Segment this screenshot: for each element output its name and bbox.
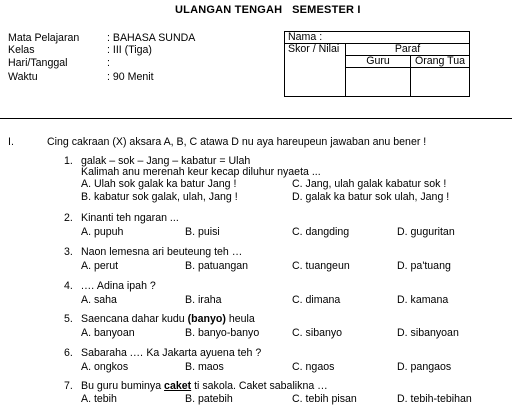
option-d[interactable]: D. galak ka batur sok ulah, Jang !	[292, 191, 450, 203]
info-label-subject: Mata Pelajaran	[8, 32, 80, 44]
option-c[interactable]: C. tuangeun	[292, 260, 350, 272]
option-c[interactable]: C. Jang, ulah galak kabatur sok !	[292, 178, 447, 190]
option-a[interactable]: A. perut	[81, 260, 119, 272]
question-number: 6.	[64, 347, 73, 359]
question-text: Naon lemesna ari beuteung teh …	[81, 246, 243, 258]
option-b[interactable]: B. banyo-banyo	[185, 327, 260, 339]
score-box	[284, 31, 470, 97]
question-number: 7.	[64, 380, 73, 392]
teacher-header: Guru	[346, 56, 411, 68]
option-c[interactable]: C. dangding	[292, 226, 350, 238]
question-text-part: Saencana dahar kudu	[81, 313, 188, 325]
option-a[interactable]: A. tebih	[81, 393, 117, 405]
section-instruction: Cing cakraan (X) aksara A, B, C atawa D nu aya hareupeun jawaban anu bener !	[47, 136, 427, 148]
question-text-part: heula	[225, 313, 255, 325]
divider	[0, 118, 512, 119]
option-b[interactable]: B. patuangan	[185, 260, 249, 272]
score-field[interactable]	[285, 44, 346, 97]
option-d[interactable]: D. kamana	[397, 294, 449, 306]
option-a[interactable]: A. banyoan	[81, 327, 135, 339]
option-d[interactable]: D. tebih-tebihan	[397, 393, 472, 405]
name-label: Nama :	[288, 31, 323, 43]
question-text	[81, 380, 328, 393]
option-b[interactable]: B. patebih	[185, 393, 233, 405]
info-value-time: : 90 Menit	[107, 71, 154, 83]
question-text: Sabaraha .… Ka Jakarta ayuena teh ?	[81, 347, 262, 359]
question-number: 1.	[64, 155, 73, 167]
option-b[interactable]: B. iraha	[185, 294, 222, 306]
question-number: 2.	[64, 212, 73, 224]
option-c[interactable]: C. dimana	[292, 294, 341, 306]
question-number: 3.	[64, 246, 73, 258]
question-keyword: caket	[164, 380, 192, 392]
option-d[interactable]: D. sibanyoan	[397, 327, 459, 339]
question-text: galak – sok – Jang – kabatur = Ulah	[81, 155, 251, 167]
info-label-time: Waktu	[8, 71, 38, 83]
question-text-part: Bu guru buminya	[81, 380, 165, 392]
option-c[interactable]: C. ngaos	[292, 361, 335, 373]
parent-header: Orang Tua	[411, 56, 470, 68]
info-value-subject: : BAHASA SUNDA	[107, 32, 196, 44]
option-d[interactable]: D. guguritan	[397, 226, 455, 238]
option-b[interactable]: B. maos	[185, 361, 224, 373]
question-text: Kinanti teh ngaran ...	[81, 212, 179, 224]
exam-title: ULANGAN TENGAH SEMESTER I	[175, 4, 361, 16]
info-label-date: Hari/Tanggal	[8, 57, 68, 69]
info-value-class: : III (Tiga)	[107, 44, 152, 56]
option-d[interactable]: D. pa'tuang	[397, 260, 451, 272]
option-a[interactable]: A. saha	[81, 294, 117, 306]
question-number: 5.	[64, 313, 73, 325]
teacher-signature-field[interactable]	[346, 68, 411, 97]
option-a[interactable]: A. ongkos	[81, 361, 129, 373]
option-a[interactable]: A. pupuh	[81, 226, 124, 238]
option-c[interactable]: C. sibanyo	[292, 327, 343, 339]
option-d[interactable]: D. pangaos	[397, 361, 452, 373]
question-text: .… Adina ipah ?	[81, 280, 156, 292]
question-number: 4.	[64, 280, 73, 292]
question-keyword: (banyo)	[187, 313, 226, 325]
question-text: Kalimah anu merenah keur kecap diluhur nyaeta ...	[81, 166, 321, 178]
score-label: Skor / Nilai	[288, 43, 340, 55]
option-b[interactable]: B. puisi	[185, 226, 220, 238]
question-text-part: ti sakola. Caket sabalikna …	[191, 380, 328, 392]
info-value-date: :	[107, 57, 110, 69]
option-c[interactable]: C. tebih pisan	[292, 393, 357, 405]
question-text	[81, 313, 255, 326]
option-b[interactable]: B. kabatur sok galak, ulah, Jang !	[81, 191, 238, 203]
name-field[interactable]	[285, 32, 470, 44]
parent-signature-field[interactable]	[411, 68, 470, 97]
option-a[interactable]: A. Ulah sok galak ka batur Jang !	[81, 178, 237, 190]
paraf-header: Paraf	[346, 44, 470, 56]
info-label-class: Kelas	[8, 44, 35, 56]
section-number: I.	[8, 136, 14, 148]
